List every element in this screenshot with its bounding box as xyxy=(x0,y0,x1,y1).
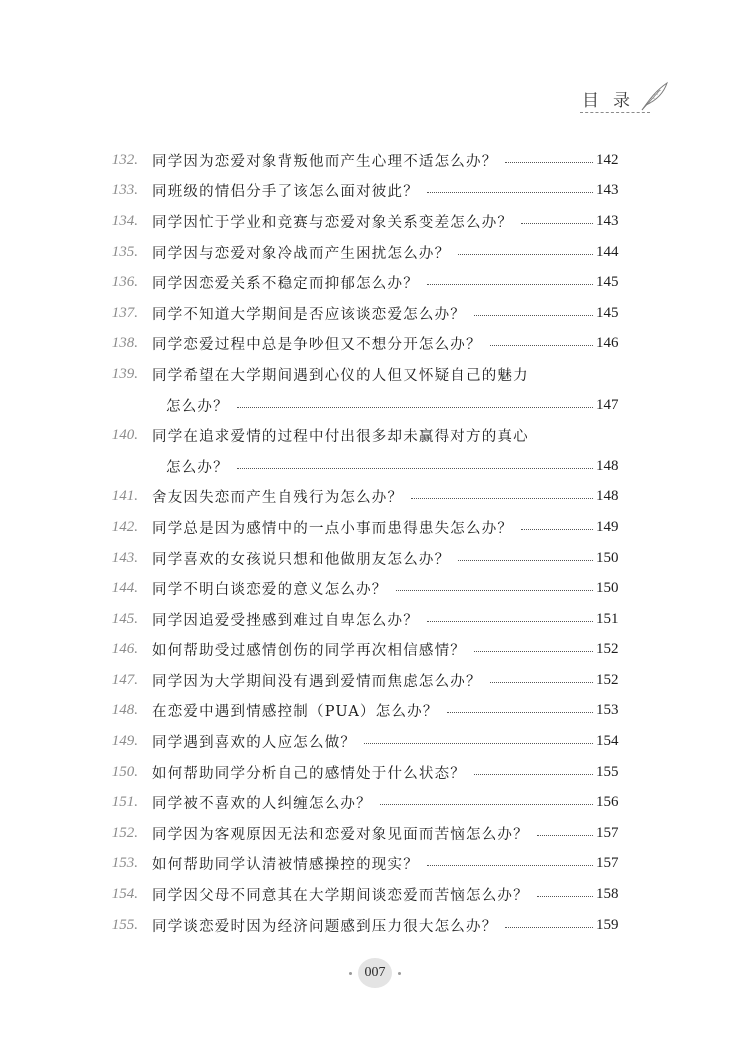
entry-title: 如何帮助受过感情创伤的同学再次相信感情？ xyxy=(152,643,466,660)
folio xyxy=(349,958,401,988)
entry-page-number: 149 xyxy=(596,518,619,535)
entry-number: 151. xyxy=(111,794,138,811)
toc-line-content xyxy=(0,395,628,416)
toc-line-content xyxy=(0,486,628,507)
toc-entry[interactable] xyxy=(0,910,750,941)
toc-entry-line xyxy=(0,696,750,727)
dot-leader xyxy=(427,621,593,622)
dot-leader xyxy=(521,223,593,224)
entry-title: 同学恋爱过程中总是争吵但又不想分开怎么办？ xyxy=(152,337,482,354)
entry-page-number: 155 xyxy=(596,763,619,780)
dot-leader xyxy=(396,590,594,591)
table-of-contents xyxy=(0,145,750,940)
toc-entry[interactable] xyxy=(0,635,750,666)
entry-title: 同学因为恋爱对象背叛他而产生心理不适怎么办？ xyxy=(152,153,498,170)
toc-entry-line xyxy=(0,726,750,757)
toc-entry-line xyxy=(0,910,750,941)
toc-entry-line xyxy=(0,237,750,268)
dot-leader xyxy=(474,315,593,316)
toc-line-content xyxy=(0,211,628,232)
toc-entry-line xyxy=(0,543,750,574)
entry-page-number: 143 xyxy=(596,182,619,199)
toc-line-content xyxy=(0,700,628,721)
entry-page-number: 153 xyxy=(596,702,619,719)
entry-title: 在恋爱中遇到情感控制（PUA）怎么办？ xyxy=(152,704,439,721)
entry-title: 同学在追求爱情的过程中付出很多却未赢得对方的真心 xyxy=(152,429,529,446)
toc-entry[interactable] xyxy=(0,298,750,329)
entry-title: 同学不明白谈恋爱的意义怎么办？ xyxy=(152,582,388,599)
entry-title: 同学因父母不同意其在大学期间谈恋爱而苦恼怎么办？ xyxy=(152,888,529,905)
toc-line-content xyxy=(0,762,628,783)
toc-entry[interactable] xyxy=(0,512,750,543)
entry-number: 138. xyxy=(111,335,138,352)
toc-entry[interactable] xyxy=(0,726,750,757)
entry-page-number: 150 xyxy=(596,580,619,597)
entry-number: 155. xyxy=(111,916,138,933)
page-footer xyxy=(0,958,750,988)
entry-title: 同学因追爱受挫感到难过自卑怎么办？ xyxy=(152,612,419,629)
toc-line-content xyxy=(0,548,628,569)
folio-left-dot xyxy=(349,972,352,975)
toc-entry-line xyxy=(0,573,750,604)
toc-entry[interactable] xyxy=(0,696,750,727)
entry-number: 146. xyxy=(111,641,138,658)
entry-page-number: 152 xyxy=(596,641,619,658)
entry-title: 同学希望在大学期间遇到心仪的人但又怀疑自己的魅力 xyxy=(152,367,529,384)
entry-number: 154. xyxy=(111,886,138,903)
toc-entry-line xyxy=(0,757,750,788)
dot-leader xyxy=(490,682,593,683)
entry-number: 150. xyxy=(111,763,138,780)
toc-entry-line xyxy=(0,145,750,176)
entry-number: 153. xyxy=(111,855,138,872)
toc-entry[interactable] xyxy=(0,604,750,635)
toc-entry[interactable] xyxy=(0,879,750,910)
dot-leader xyxy=(427,192,593,193)
toc-entry[interactable] xyxy=(0,206,750,237)
toc-entry[interactable] xyxy=(0,237,750,268)
entry-page-number: 148 xyxy=(596,457,619,474)
running-header xyxy=(578,80,668,120)
dot-leader xyxy=(364,743,593,744)
toc-entry-line xyxy=(0,879,750,910)
entry-number: 147. xyxy=(111,671,138,688)
entry-number: 139. xyxy=(111,365,138,382)
toc-entry-line xyxy=(0,206,750,237)
entry-page-number: 151 xyxy=(596,610,619,627)
toc-entry-line xyxy=(0,329,750,360)
entry-page-number: 142 xyxy=(596,151,619,168)
toc-entry-line xyxy=(0,267,750,298)
entry-title: 同学被不喜欢的人纠缠怎么办？ xyxy=(152,796,372,813)
dot-leader xyxy=(427,284,593,285)
entry-page-number: 150 xyxy=(596,549,619,566)
toc-line-content xyxy=(0,150,628,171)
entry-number: 142. xyxy=(111,518,138,535)
entry-number: 148. xyxy=(111,702,138,719)
dot-leader xyxy=(521,529,593,530)
toc-entry[interactable] xyxy=(0,176,750,207)
entry-number: 136. xyxy=(111,274,138,291)
toc-line-content xyxy=(0,425,628,446)
entry-number: 135. xyxy=(111,243,138,260)
toc-entry-line xyxy=(0,482,750,513)
toc-entry[interactable] xyxy=(0,267,750,298)
toc-entry[interactable] xyxy=(0,359,750,420)
entry-number: 140. xyxy=(111,427,138,444)
entry-page-number: 145 xyxy=(596,274,619,291)
toc-entry-line xyxy=(0,604,750,635)
toc-entry-line xyxy=(0,787,750,818)
dot-leader xyxy=(505,927,593,928)
entry-title: 同学因恋爱关系不稳定而抑郁怎么办？ xyxy=(152,276,419,293)
entry-title: 同学不知道大学期间是否应该谈恋爱怎么办？ xyxy=(152,306,466,323)
toc-entry-line xyxy=(0,420,750,451)
toc-entry-line xyxy=(0,849,750,880)
toc-entry[interactable] xyxy=(0,482,750,513)
toc-entry[interactable] xyxy=(0,420,750,481)
entry-title: 同学因与恋爱对象冷战而产生困扰怎么办？ xyxy=(152,245,451,262)
entry-page-number: 156 xyxy=(596,794,619,811)
toc-entry-line xyxy=(0,359,750,390)
toc-line-content xyxy=(0,609,628,630)
entry-title: 同学遇到喜欢的人应怎么做？ xyxy=(152,735,357,752)
dot-leader xyxy=(411,498,593,499)
toc-entry[interactable] xyxy=(0,849,750,880)
toc-line-content xyxy=(0,303,628,324)
entry-number: 144. xyxy=(111,580,138,597)
entry-number: 134. xyxy=(111,212,138,229)
toc-line-content xyxy=(0,823,628,844)
toc-entry[interactable] xyxy=(0,818,750,849)
folio-right-dot xyxy=(398,972,401,975)
entry-title: 舍友因失恋而产生自残行为怎么办？ xyxy=(152,490,404,507)
entry-number: 133. xyxy=(111,182,138,199)
entry-title: 同学因为客观原因无法和恋爱对象见面而苦恼怎么办？ xyxy=(152,826,529,843)
toc-line-content xyxy=(0,242,628,263)
entry-number: 149. xyxy=(111,733,138,750)
entry-title: 同学谈恋爱时因为经济问题感到压力很大怎么办？ xyxy=(152,918,498,935)
entry-number: 141. xyxy=(111,488,138,505)
entry-number: 143. xyxy=(111,549,138,566)
toc-line-content xyxy=(0,333,628,354)
entry-title: 怎么办？ xyxy=(166,398,229,415)
toc-entry[interactable] xyxy=(0,329,750,360)
entry-page-number: 152 xyxy=(596,671,619,688)
dot-leader xyxy=(505,162,593,163)
toc-entry-line xyxy=(0,818,750,849)
entry-title: 同学总是因为感情中的一点小事而患得患失怎么办？ xyxy=(152,520,514,537)
entry-number: 132. xyxy=(111,151,138,168)
dot-leader xyxy=(427,865,593,866)
dot-leader xyxy=(458,254,593,255)
entry-page-number: 145 xyxy=(596,304,619,321)
toc-line-content xyxy=(0,456,628,477)
feather-pen-icon xyxy=(638,80,670,112)
dot-leader xyxy=(537,896,593,897)
dot-leader xyxy=(458,560,593,561)
toc-entry[interactable] xyxy=(0,573,750,604)
entry-page-number: 146 xyxy=(596,335,619,352)
header-dotted-rule xyxy=(580,112,650,113)
toc-line-content xyxy=(0,853,628,874)
entry-page-number: 147 xyxy=(596,396,619,413)
entry-number: 137. xyxy=(111,304,138,321)
entry-title: 如何帮助同学认清被情感操控的现实？ xyxy=(152,857,419,874)
toc-entry[interactable] xyxy=(0,787,750,818)
entry-page-number: 158 xyxy=(596,886,619,903)
toc-entry-line xyxy=(0,451,750,482)
toc-entry-line xyxy=(0,635,750,666)
dot-leader xyxy=(237,468,593,469)
dot-leader xyxy=(447,712,593,713)
toc-entry-line xyxy=(0,665,750,696)
toc-line-content xyxy=(0,884,628,905)
toc-line-content xyxy=(0,517,628,538)
toc-line-content xyxy=(0,180,628,201)
toc-entry-line xyxy=(0,390,750,421)
header-title: 目录 xyxy=(582,91,644,111)
dot-leader xyxy=(380,804,593,805)
dot-leader xyxy=(474,651,593,652)
entry-title: 同学因忙于学业和竞赛与恋爱对象关系变差怎么办？ xyxy=(152,214,514,231)
toc-entry[interactable] xyxy=(0,145,750,176)
entry-page-number: 157 xyxy=(596,824,619,841)
entry-page-number: 143 xyxy=(596,212,619,229)
toc-entry[interactable] xyxy=(0,757,750,788)
dot-leader xyxy=(237,407,593,408)
dot-leader xyxy=(490,345,593,346)
toc-line-content xyxy=(0,670,628,691)
entry-title: 如何帮助同学分析自己的感情处于什么状态？ xyxy=(152,765,466,782)
toc-entry-line xyxy=(0,298,750,329)
entry-page-number: 148 xyxy=(596,488,619,505)
toc-entry[interactable] xyxy=(0,543,750,574)
entry-page-number: 159 xyxy=(596,916,619,933)
toc-line-content xyxy=(0,639,628,660)
toc-line-content xyxy=(0,578,628,599)
entry-page-number: 154 xyxy=(596,733,619,750)
entry-title: 怎么办？ xyxy=(166,459,229,476)
page-number: 007 xyxy=(358,958,392,988)
entry-number: 152. xyxy=(111,824,138,841)
toc-entry-line xyxy=(0,176,750,207)
dot-leader xyxy=(537,835,593,836)
entry-title: 同学喜欢的女孩说只想和他做朋友怎么办？ xyxy=(152,551,451,568)
entry-page-number: 144 xyxy=(596,243,619,260)
toc-line-content xyxy=(0,915,628,936)
toc-line-content xyxy=(0,792,628,813)
entry-title: 同班级的情侣分手了该怎么面对彼此？ xyxy=(152,184,419,201)
entry-title: 同学因为大学期间没有遇到爱情而焦虑怎么办？ xyxy=(152,673,482,690)
entry-number: 145. xyxy=(111,610,138,627)
toc-line-content xyxy=(0,272,628,293)
toc-entry[interactable] xyxy=(0,665,750,696)
toc-line-content xyxy=(0,731,628,752)
dot-leader xyxy=(474,774,593,775)
entry-page-number: 157 xyxy=(596,855,619,872)
toc-entry-line xyxy=(0,512,750,543)
toc-line-content xyxy=(0,364,628,385)
